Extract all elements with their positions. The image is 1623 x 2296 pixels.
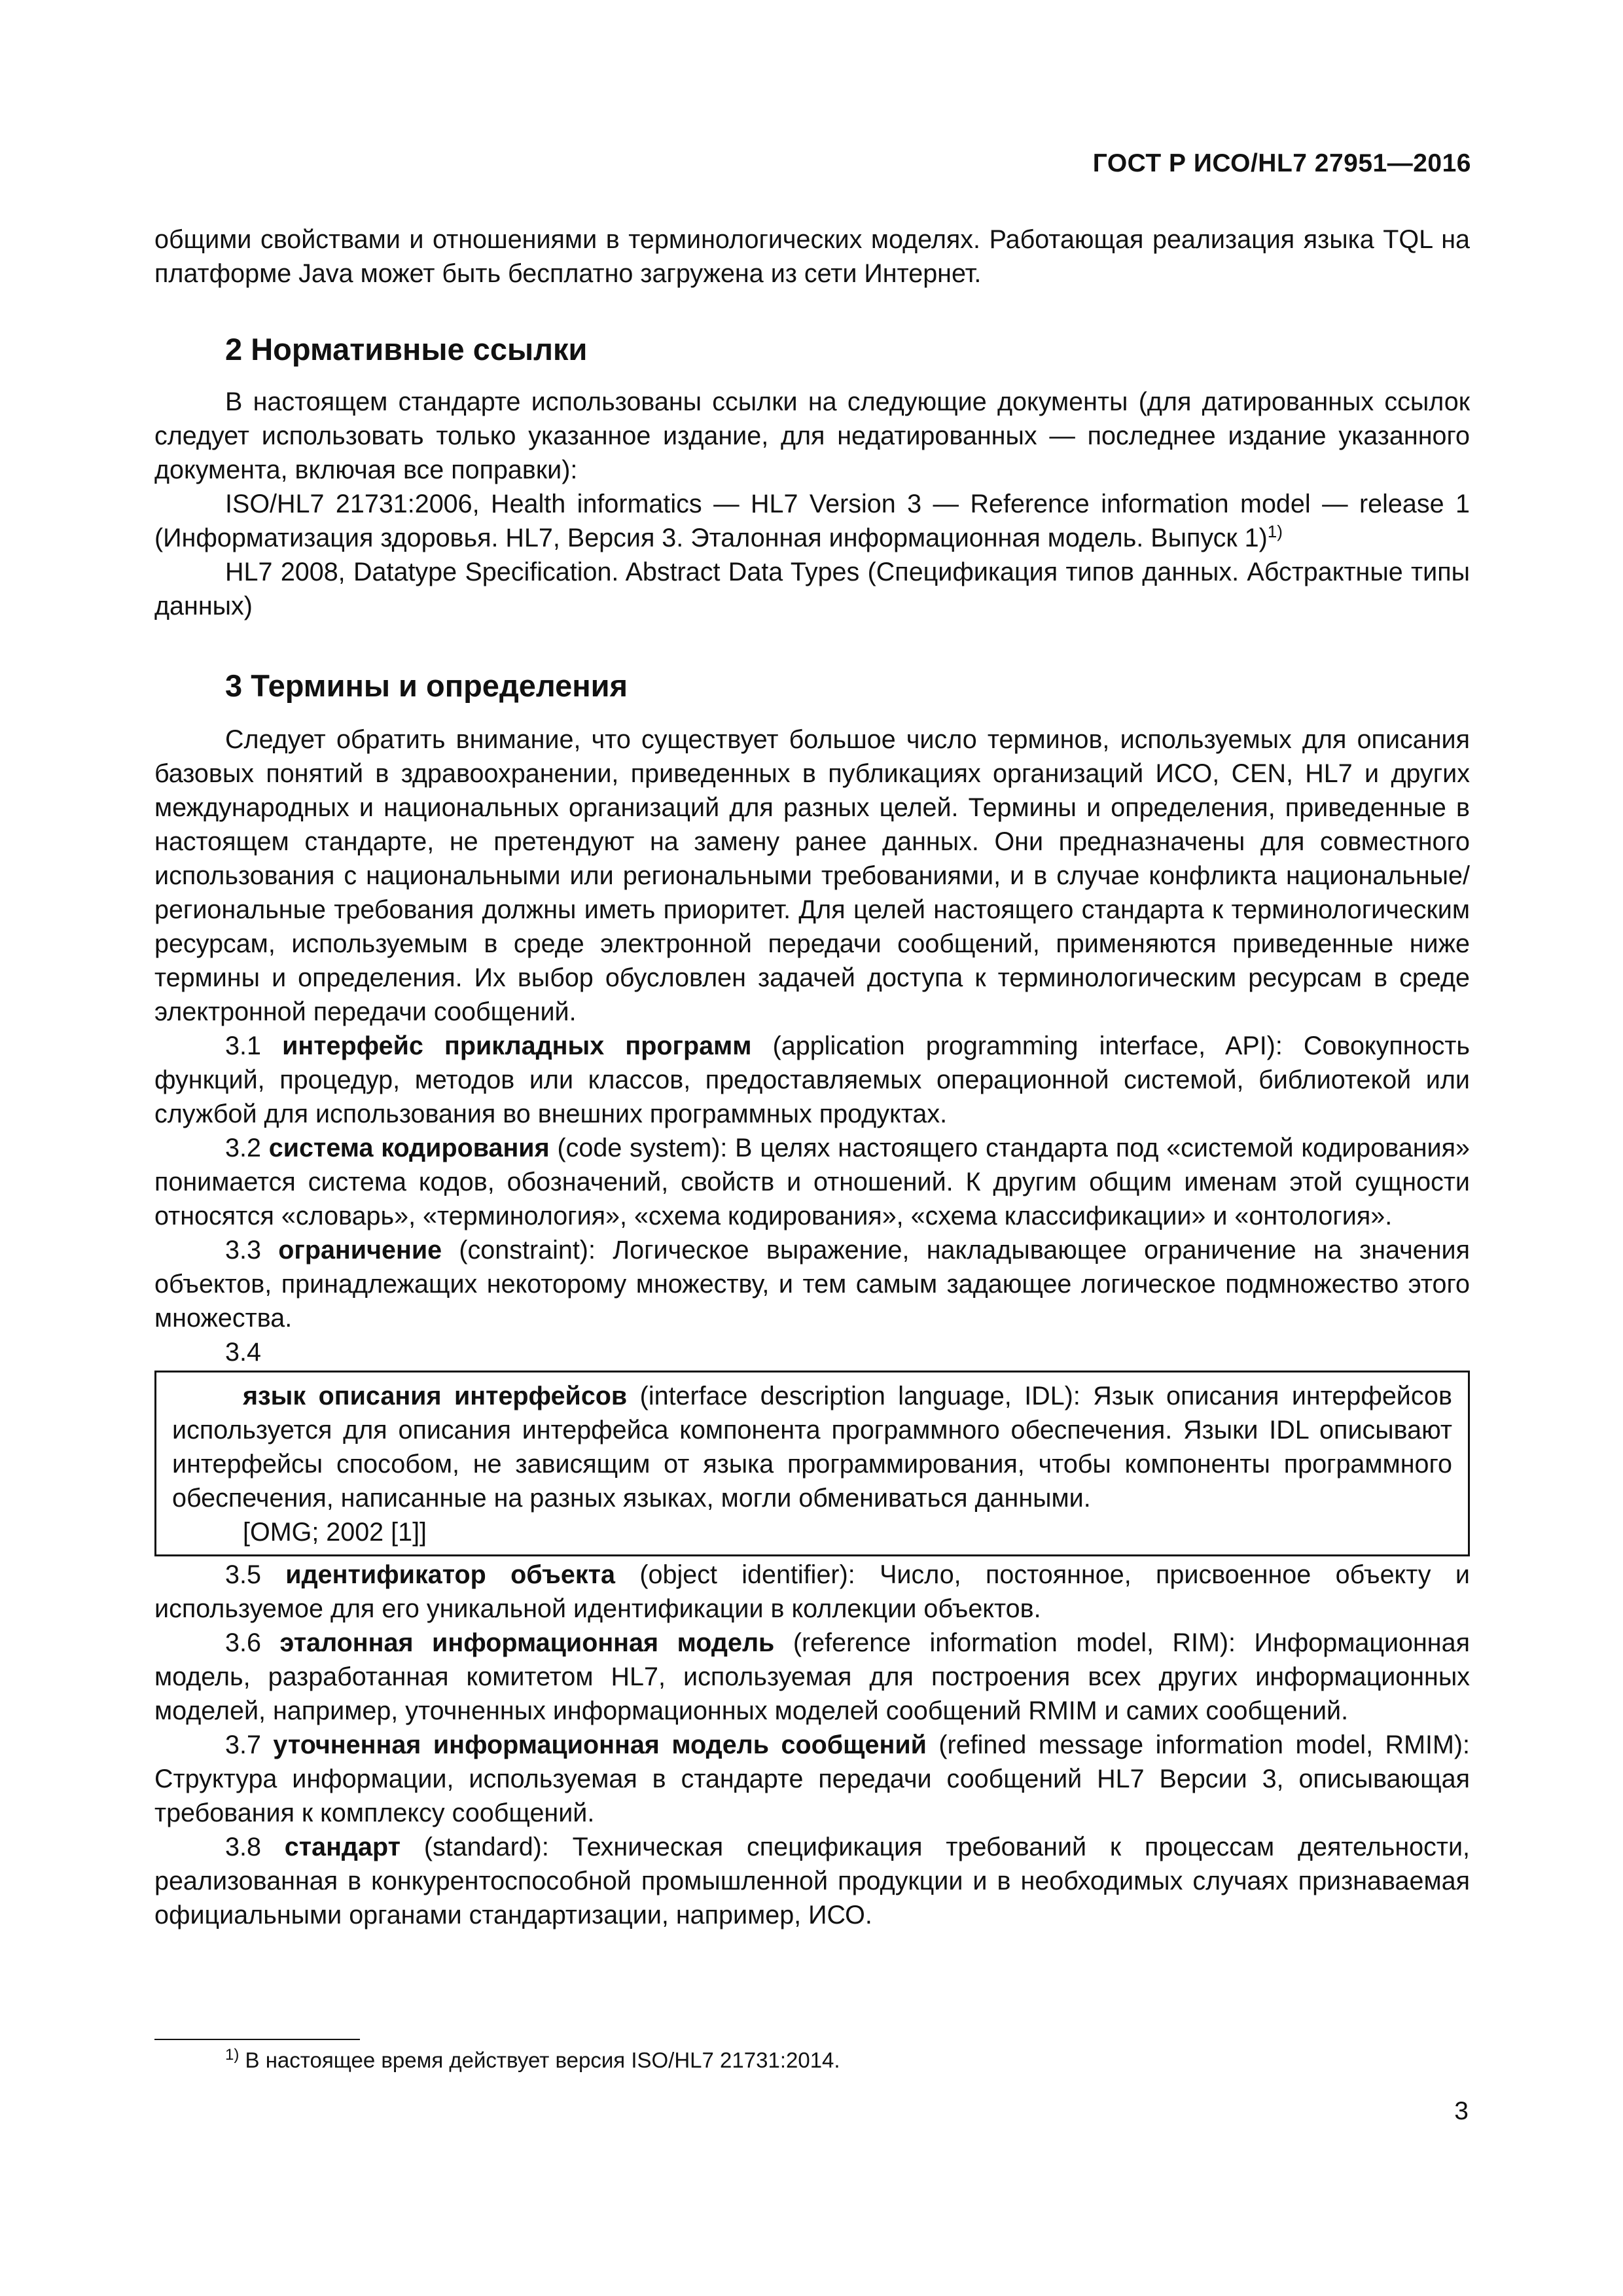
term-definition: (code system): В целях настоящего стандарта под «системой кодирования» понимается система кодов, обозначений, свойств и отношений. К другим общим именам этой сущности относятся «словарь», «терминология», «схема кодирования», «схема классификации» и «онтология». — [154, 1134, 1470, 1230]
section-3-heading: 3 Термины и определения — [225, 668, 628, 703]
boxed-term-number: 3.4 — [225, 1338, 261, 1367]
footnote-text: В настоящее время действует версия ISO/HL7 21731:2014. — [245, 2048, 840, 2072]
term-entry — [154, 1830, 1470, 1932]
term-name: стандарт — [284, 1833, 401, 1861]
term-name: уточненная информационная модель сообщений — [273, 1731, 927, 1759]
reference-1-text: ISO/HL7 21731:2006, Health informatics — HL7 Version 3 — Reference information model — release 1 (Информатизация здоровья. HL7, Версия 3. Эталонная информационная модель. Выпуск 1) — [154, 490, 1470, 552]
term-number: 3.5 — [225, 1560, 261, 1589]
page-number: 3 — [1454, 2097, 1469, 2125]
term-name: система кодирования — [268, 1134, 550, 1162]
term-entry — [154, 1558, 1470, 1626]
term-name: ограничение — [278, 1236, 442, 1265]
term-definition: (reference information model, RIM): Информационная модель, разработанная комитетом HL7, используемая для построения всех других информационных моделей, например, уточненных информационных моделей сообщений RMIM и самих сообщений. — [154, 1628, 1470, 1725]
term-definition: (standard): Техническая спецификация требований к процессам деятельности, реализованная в конкурентоспособной промышленной продукции и в необходимых случаях признаваемая официальными органами стандартизации, например, ИСО. — [154, 1833, 1470, 1929]
footnote-separator — [154, 2039, 360, 2040]
term-name: эталонная информационная модель — [279, 1628, 775, 1657]
term-number: 3.2 — [225, 1134, 261, 1162]
term-name: язык описания интерфейсов — [243, 1382, 628, 1410]
term-entry — [154, 1233, 1470, 1335]
normative-reference-2: HL7 2008, Datatype Specification. Abstract Data Types (Спецификация типов данных. Абстрактные типы данных) — [154, 558, 1470, 620]
boxed-term-source: [OMG; 2002 [1]] — [243, 1518, 427, 1547]
term-entry — [154, 1029, 1470, 1131]
section-2-heading: 2 Нормативные ссылки — [225, 332, 588, 367]
page-content — [154, 223, 1470, 1932]
term-number: 3.3 — [225, 1236, 261, 1265]
term-definition: (application programming interface, API): Совокупность функций, процедур, методов или классов, предоставляемых операционной системой, библиотекой или службой для использования во внешних программных продуктах. — [154, 1031, 1471, 1128]
boxed-term-body — [172, 1379, 1452, 1515]
term-name: идентификатор объекта — [285, 1560, 615, 1589]
term-entry — [154, 1626, 1470, 1728]
term-definition: (refined message information model, RMIM): Структура информации, используемая в стандарте передачи сообщений HL7 Версии 3, описывающая требования к комплексу сообщений. — [154, 1731, 1470, 1827]
term-number: 3.6 — [225, 1628, 261, 1657]
term-entry — [154, 1131, 1470, 1233]
normative-reference-1 — [154, 487, 1470, 555]
term-name: интерфейс прикладных программ — [282, 1031, 752, 1060]
section-2-paragraph: В настоящем стандарте использованы ссылки на следующие документы (для датированных ссылок следует использовать только указанное издание, для недатированных — последнее издание указанного документа, включая все поправки): — [154, 387, 1470, 484]
term-number: 3.7 — [225, 1731, 261, 1759]
term-number: 3.1 — [225, 1031, 261, 1060]
footnote — [225, 2047, 840, 2073]
term-definition: (interface description language, IDL): Язык описания интерфейсов используется для описания интерфейса компонента программного обеспечения. Языки IDL описывают интерфейсы способом, не зависящим от языка программирования, чтобы компоненты программного обеспечения, написанные на разных языках, могли обмениваться данными. — [172, 1382, 1453, 1513]
boxed-term-entry — [154, 1371, 1470, 1556]
standard-code-header: ГОСТ Р ИСО/HL7 27951—2016 — [1092, 149, 1471, 177]
term-definition: (constraint): Логическое выражение, накладывающее ограничение на значения объектов, принадлежащих некоторому множеству, и тем самым задающее логическое подмножество этого множества. — [154, 1236, 1470, 1333]
term-definition: (object identifier): Число, постоянное, присвоенное объекту и используемое для его уникальной идентификации в коллекции объектов. — [154, 1560, 1470, 1623]
section-3-paragraph: Следует обратить внимание, что существует большое число терминов, используемых для описания базовых понятий в здравоохранении, приведенных в публикациях организаций ИСО, CEN, HL7 и других международных и национальных организаций для разных целей. Термины и определения, приведенные в настоящем стандарте, не претендуют на замену ранее данных. Они предназначены для совместного использования с национальными или региональными требованиями, и в случае конфликта национальные/региональные требования должны иметь приоритет. Для целей настоящего стандарта к терминологическим ресурсам, используемым в среде электронной передачи сообщений, применяются приведенные ниже термины и определения. Их выбор обусловлен задачей доступа к терминологическим ресурсам в среде электронной передачи сообщений. — [154, 725, 1470, 1026]
footnote-reference-mark: 1) — [1267, 521, 1283, 541]
intro-paragraph: общими свойствами и отношениями в терминологических моделях. Работающая реализация языка TQL на платформе Java может быть бесплатно загружена из сети Интернет. — [154, 225, 1470, 288]
term-number: 3.8 — [225, 1833, 261, 1861]
footnote-mark: 1) — [225, 2046, 240, 2064]
term-entry — [154, 1728, 1470, 1830]
